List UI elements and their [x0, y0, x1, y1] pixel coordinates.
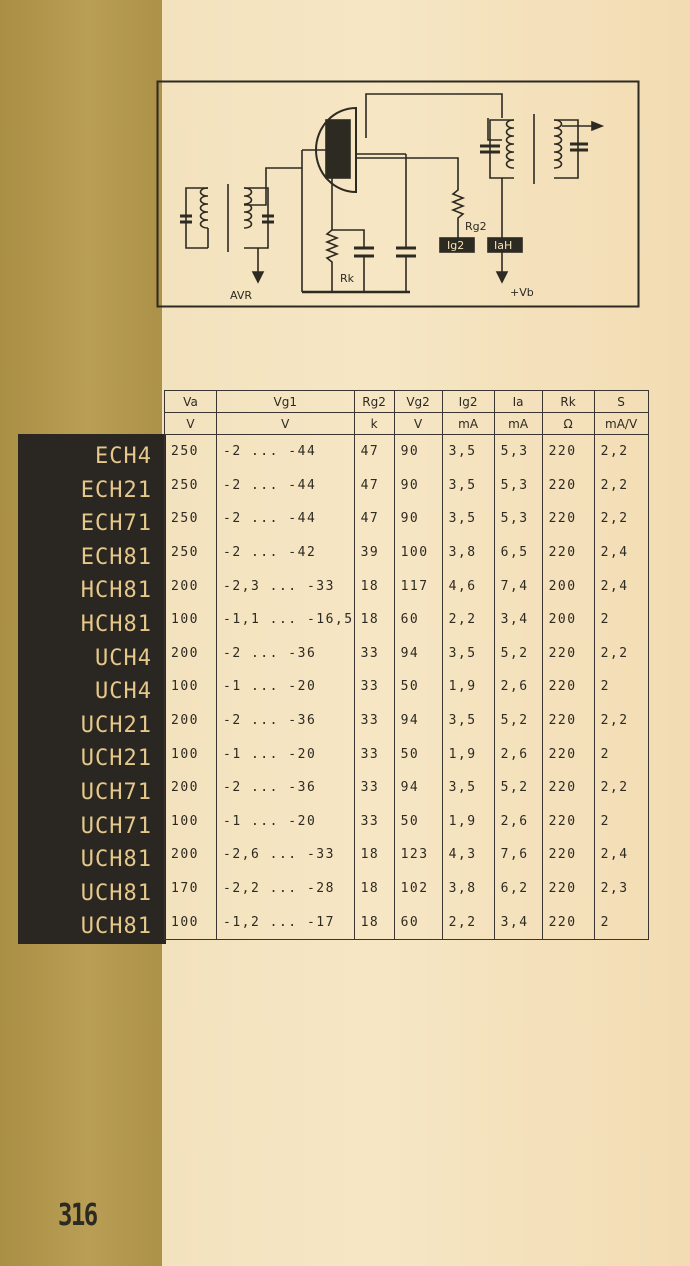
- table-cell-va: 200: [165, 569, 217, 603]
- table-cell-rg2: 18: [354, 603, 394, 637]
- table-cell-va: 200: [165, 771, 217, 805]
- table-row: [165, 536, 649, 570]
- table-cell-va: 250: [165, 536, 217, 570]
- table-cell-rg2: 33: [354, 737, 394, 771]
- table-row: [165, 704, 649, 738]
- table-cell-s: 2,2: [594, 771, 648, 805]
- unit-header: mA: [494, 413, 542, 435]
- tube-type: UCH71: [80, 813, 152, 839]
- column-header: Rg2: [354, 391, 394, 413]
- table-cell-va: 200: [165, 704, 217, 738]
- tube-type: ECH71: [80, 511, 152, 537]
- table-cell-rk: 200: [542, 569, 594, 603]
- table-cell-s: 2,2: [594, 704, 648, 738]
- table-cell-rk: 220: [542, 872, 594, 906]
- table-cell-vg2: 94: [394, 704, 442, 738]
- table-cell-ia: 5,2: [494, 637, 542, 671]
- table-cell-vg2: 94: [394, 771, 442, 805]
- table-cell-ia: 6,5: [494, 536, 542, 570]
- unit-header: k: [354, 413, 394, 435]
- table-row: [165, 637, 649, 671]
- column-header: Ia: [494, 391, 542, 413]
- table-cell-va: 170: [165, 872, 217, 906]
- table-cell-ia: 5,3: [494, 469, 542, 503]
- table-cell-vg2: 90: [394, 435, 442, 469]
- table-cell-s: 2,2: [594, 637, 648, 671]
- table-cell-ig2: 4,6: [442, 569, 494, 603]
- tube-type: HCH81: [80, 611, 152, 637]
- table-cell-rg2: 33: [354, 805, 394, 839]
- tube-type: UCH81: [80, 847, 152, 873]
- tube-type: ECH81: [80, 544, 152, 570]
- table-row: [165, 670, 649, 704]
- table-cell-vg2: 60: [394, 603, 442, 637]
- table-cell-ia: 2,6: [494, 805, 542, 839]
- table-cell-ig2: 2,2: [442, 603, 494, 637]
- column-header: Vg2: [394, 391, 442, 413]
- table-row: [165, 905, 649, 939]
- table-cell-vg1: -1 ... -20: [217, 805, 355, 839]
- table-row: [165, 872, 649, 906]
- table-cell-ig2: 3,5: [442, 435, 494, 469]
- table-cell-ig2: 3,5: [442, 637, 494, 671]
- table-cell-s: 2: [594, 603, 648, 637]
- table-cell-vg1: -2 ... -36: [217, 704, 355, 738]
- tube-type: UCH4: [95, 645, 152, 671]
- unit-header: V: [394, 413, 442, 435]
- table-body: [165, 435, 649, 940]
- tube-type: UCH81: [80, 914, 152, 940]
- table-cell-rg2: 47: [354, 469, 394, 503]
- tube-type: UCH71: [80, 779, 152, 805]
- input-coil-left: [201, 188, 209, 228]
- table-cell-ia: 5,3: [494, 435, 542, 469]
- table-cell-s: 2,4: [594, 536, 648, 570]
- table-cell-s: 2: [594, 737, 648, 771]
- table-cell-s: 2,4: [594, 569, 648, 603]
- output-coil-left: [507, 120, 515, 168]
- table-cell-rg2: 33: [354, 704, 394, 738]
- table-cell-s: 2,4: [594, 838, 648, 872]
- column-header: Vg1: [217, 391, 355, 413]
- table-cell-s: 2: [594, 805, 648, 839]
- table-row: [165, 603, 649, 637]
- table-cell-ig2: 2,2: [442, 905, 494, 939]
- tube-type: UCH81: [80, 880, 152, 906]
- table-cell-vg2: 100: [394, 536, 442, 570]
- table-cell-ia: 5,2: [494, 771, 542, 805]
- unit-header: V: [217, 413, 355, 435]
- table-cell-vg2: 60: [394, 905, 442, 939]
- rk-label: Rk: [340, 272, 355, 285]
- table-cell-rk: 220: [542, 905, 594, 939]
- table-cell-rk: 220: [542, 637, 594, 671]
- table-cell-s: 2,2: [594, 502, 648, 536]
- table-cell-rg2: 18: [354, 872, 394, 906]
- table-cell-rk: 220: [542, 704, 594, 738]
- diagram-frame: [158, 82, 639, 307]
- tube-type-list: [18, 440, 152, 944]
- table-cell-vg2: 90: [394, 469, 442, 503]
- table-cell-rg2: 33: [354, 771, 394, 805]
- table-cell-rg2: 18: [354, 838, 394, 872]
- table-cell-va: 250: [165, 435, 217, 469]
- unit-header: mA/V: [594, 413, 648, 435]
- table-cell-s: 2,2: [594, 435, 648, 469]
- tube-spec-table: [164, 390, 649, 940]
- table-cell-rk: 220: [542, 771, 594, 805]
- table-cell-rg2: 18: [354, 569, 394, 603]
- table-cell-rg2: 33: [354, 637, 394, 671]
- table-cell-ig2: 3,8: [442, 536, 494, 570]
- table-cell-va: 200: [165, 637, 217, 671]
- table-cell-vg2: 50: [394, 670, 442, 704]
- iah-label: IaH: [494, 239, 513, 252]
- column-header: Va: [165, 391, 217, 413]
- table-cell-vg1: -2 ... -36: [217, 637, 355, 671]
- table-cell-rk: 220: [542, 469, 594, 503]
- tube-type: HCH81: [80, 578, 152, 604]
- table-row: [165, 469, 649, 503]
- table-cell-s: 2: [594, 670, 648, 704]
- table-cell-ig2: 4,3: [442, 838, 494, 872]
- unit-header: Ω: [542, 413, 594, 435]
- table-cell-s: 2: [594, 905, 648, 939]
- tube-type: UCH4: [95, 679, 152, 705]
- tube-type: UCH21: [80, 712, 152, 738]
- table-cell-vg1: -2 ... -42: [217, 536, 355, 570]
- table-cell-ia: 5,3: [494, 502, 542, 536]
- table-cell-vg1: -2 ... -36: [217, 771, 355, 805]
- table-cell-vg2: 50: [394, 737, 442, 771]
- table-cell-ig2: 3,5: [442, 469, 494, 503]
- table-cell-ig2: 3,5: [442, 502, 494, 536]
- table-row: [165, 502, 649, 536]
- vb-label: +Vb: [510, 286, 534, 299]
- table-cell-vg1: -2 ... -44: [217, 435, 355, 469]
- unit-header: mA: [442, 413, 494, 435]
- table-cell-va: 100: [165, 905, 217, 939]
- table-cell-rk: 220: [542, 838, 594, 872]
- table-cell-rk: 200: [542, 603, 594, 637]
- table-cell-rk: 220: [542, 502, 594, 536]
- table-cell-rg2: 39: [354, 536, 394, 570]
- column-header: Rk: [542, 391, 594, 413]
- table-cell-vg1: -2 ... -44: [217, 469, 355, 503]
- table-cell-rk: 220: [542, 805, 594, 839]
- table-cell-vg2: 123: [394, 838, 442, 872]
- tube-type: ECH4: [95, 444, 152, 469]
- table-cell-vg1: -1,1 ... -16,5: [217, 603, 355, 637]
- table-cell-ig2: 3,5: [442, 704, 494, 738]
- table-cell-vg1: -2,2 ... -28: [217, 872, 355, 906]
- circuit-schematic: [156, 80, 640, 308]
- column-header: Ig2: [442, 391, 494, 413]
- table-cell-ia: 3,4: [494, 905, 542, 939]
- table-cell-vg2: 102: [394, 872, 442, 906]
- table-cell-va: 100: [165, 603, 217, 637]
- table-row: [165, 435, 649, 469]
- table-row: [165, 569, 649, 603]
- table-cell-rg2: 18: [354, 905, 394, 939]
- table-cell-va: 100: [165, 737, 217, 771]
- unit-row: [165, 413, 649, 435]
- table-cell-rk: 220: [542, 435, 594, 469]
- table-cell-rg2: 47: [354, 502, 394, 536]
- table-cell-vg2: 94: [394, 637, 442, 671]
- table-cell-ig2: 1,9: [442, 737, 494, 771]
- table-cell-vg1: -2 ... -44: [217, 502, 355, 536]
- table-cell-ia: 2,6: [494, 737, 542, 771]
- table-cell-va: 100: [165, 670, 217, 704]
- table-cell-ia: 2,6: [494, 670, 542, 704]
- table-cell-ia: 3,4: [494, 603, 542, 637]
- table-cell-rg2: 47: [354, 435, 394, 469]
- input-coil-right: [244, 188, 252, 228]
- table-row: [165, 771, 649, 805]
- table-row: [165, 805, 649, 839]
- table-cell-s: 2,2: [594, 469, 648, 503]
- page-number: 316: [58, 1198, 97, 1233]
- table-cell-va: 250: [165, 502, 217, 536]
- header-row: [165, 391, 649, 413]
- table-cell-vg2: 50: [394, 805, 442, 839]
- unit-header: V: [165, 413, 217, 435]
- table-cell-vg2: 90: [394, 502, 442, 536]
- tube-type: ECH21: [80, 477, 152, 503]
- table-cell-vg1: -1 ... -20: [217, 670, 355, 704]
- table-cell-va: 250: [165, 469, 217, 503]
- ig2-label: Ig2: [447, 239, 465, 252]
- table-cell-ig2: 1,9: [442, 805, 494, 839]
- table-row: [165, 838, 649, 872]
- table-cell-ia: 5,2: [494, 704, 542, 738]
- table-cell-rg2: 33: [354, 670, 394, 704]
- tube-type: UCH21: [80, 746, 152, 772]
- table-cell-rk: 220: [542, 737, 594, 771]
- table-cell-va: 200: [165, 838, 217, 872]
- table-cell-vg2: 117: [394, 569, 442, 603]
- rg2-label: Rg2: [465, 220, 487, 233]
- table-cell-rk: 220: [542, 670, 594, 704]
- table-cell-vg1: -1,2 ... -17: [217, 905, 355, 939]
- table-cell-ia: 6,2: [494, 872, 542, 906]
- table-row: [165, 737, 649, 771]
- table-cell-ig2: 3,8: [442, 872, 494, 906]
- table-cell-ig2: 3,5: [442, 771, 494, 805]
- table-cell-vg1: -2,6 ... -33: [217, 838, 355, 872]
- table-cell-rk: 220: [542, 536, 594, 570]
- table-cell-ig2: 1,9: [442, 670, 494, 704]
- table-cell-vg1: -2,3 ... -33: [217, 569, 355, 603]
- table-cell-ia: 7,6: [494, 838, 542, 872]
- table-cell-va: 100: [165, 805, 217, 839]
- table-cell-s: 2,3: [594, 872, 648, 906]
- avr-label: AVR: [230, 289, 252, 302]
- output-coil-right: [554, 120, 562, 168]
- column-header: S: [594, 391, 648, 413]
- table-cell-vg1: -1 ... -20: [217, 737, 355, 771]
- circuit-diagram: [156, 80, 640, 308]
- table-cell-ia: 7,4: [494, 569, 542, 603]
